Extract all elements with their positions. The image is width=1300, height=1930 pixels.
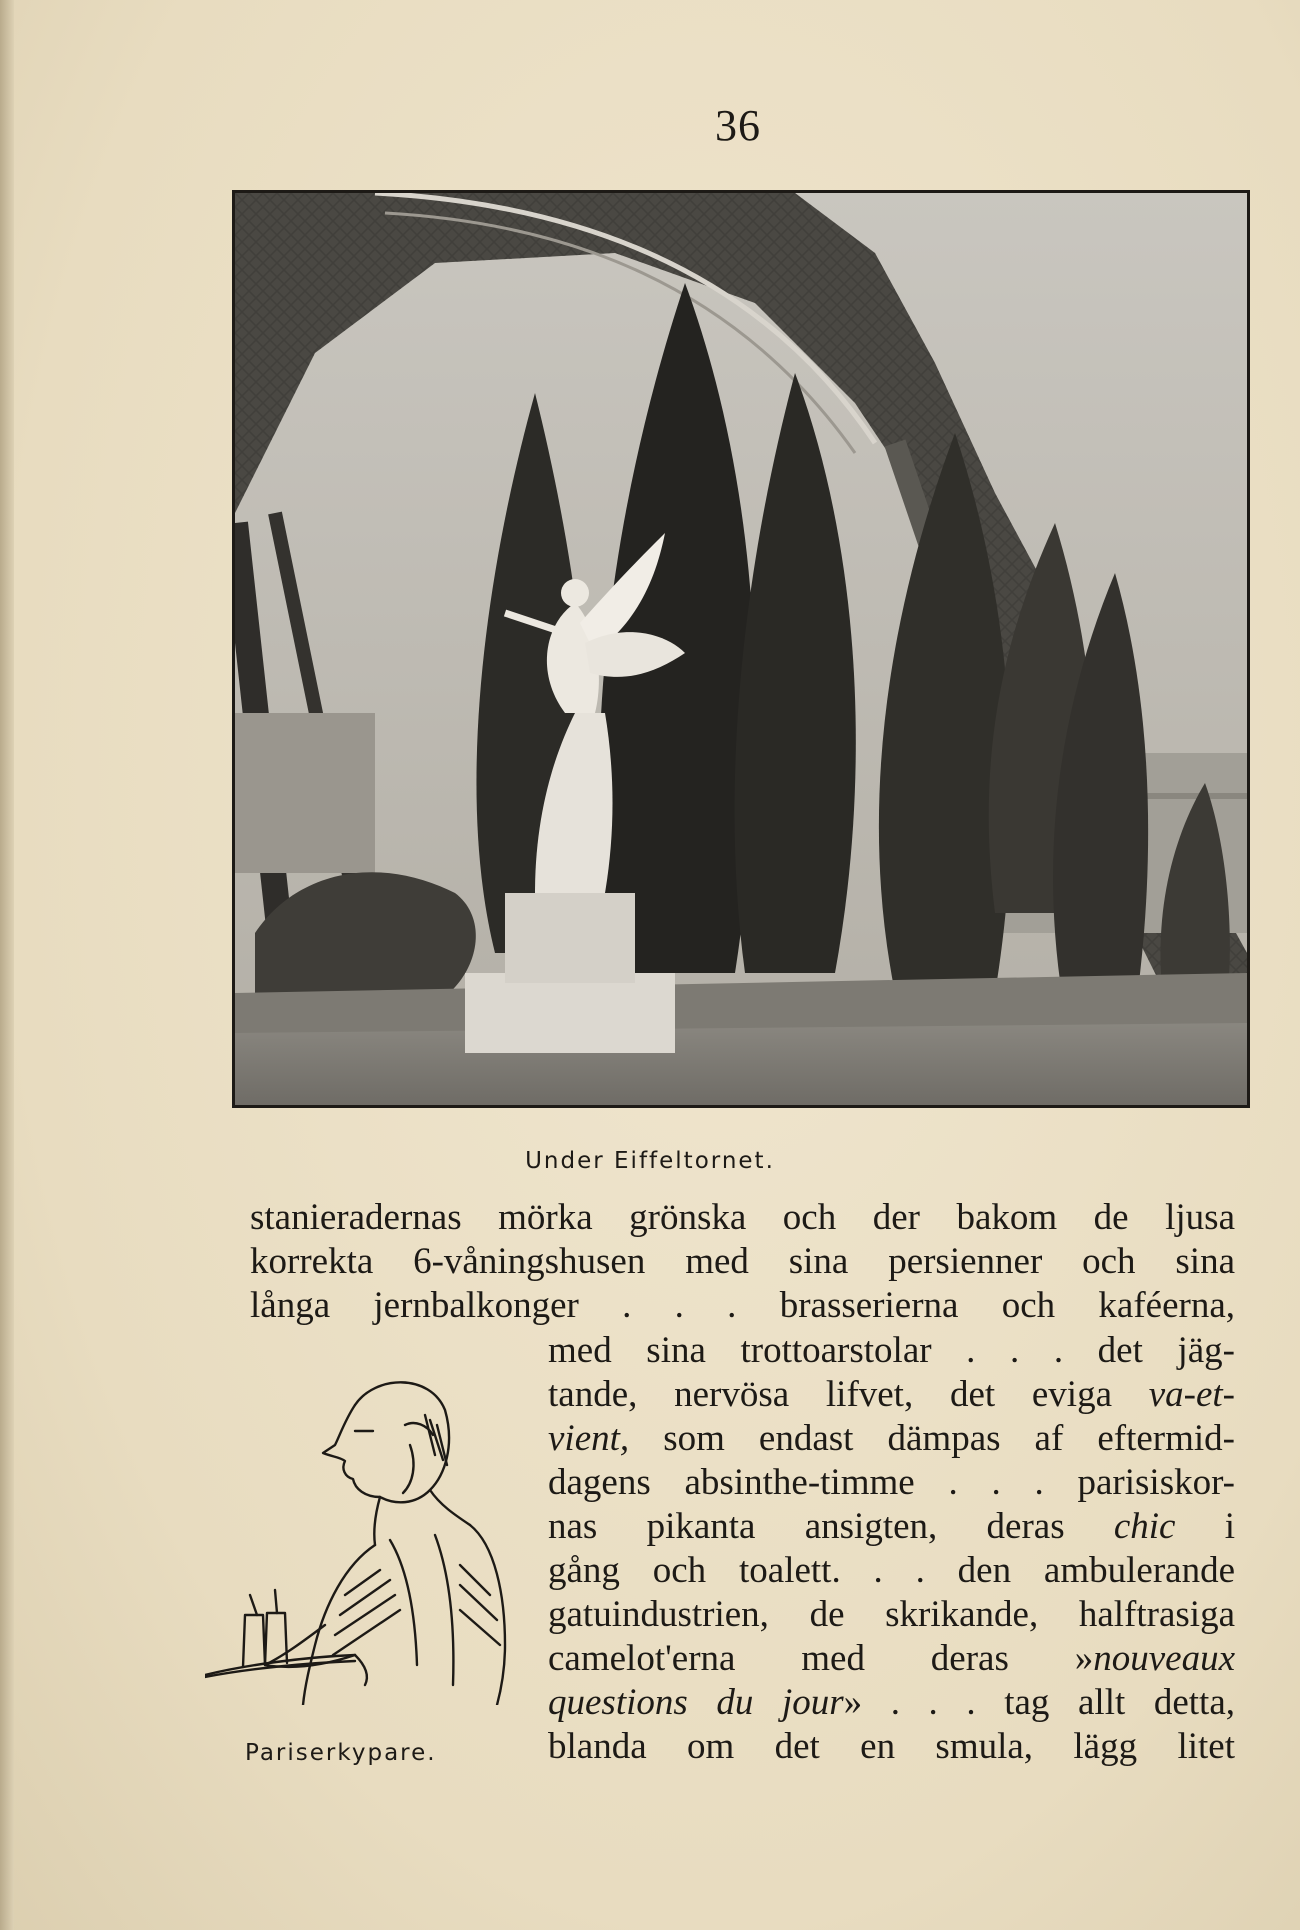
text-line: korrekta 6-våningshusen med sina persienner och sina — [250, 1241, 1235, 1282]
text-line: nas pikanta ansigten, deras chic i — [548, 1506, 1235, 1547]
text-line: blanda om det en smula, lägg litet — [548, 1726, 1235, 1767]
text-line: dagens absinthe-timme . . . parisiskor- — [548, 1462, 1235, 1503]
waiter-sketch — [205, 1365, 535, 1705]
text-line: gatuindustrien, de skrikande, halftrasiga — [548, 1594, 1235, 1635]
text-line: tande, nervösa lifvet, det eviga va-et- — [548, 1374, 1235, 1415]
text-line: med sina trottoarstolar . . . det jäg- — [548, 1330, 1235, 1371]
eiffel-tower-photograph — [232, 190, 1250, 1108]
text-line: stanieradernas mörka grönska och der bakom de ljusa — [250, 1197, 1235, 1238]
text-line: gång och toalett. . . den ambulerande — [548, 1550, 1235, 1591]
waiter-caption: Pariserkypare. — [245, 1740, 437, 1766]
page-binding-edge — [0, 0, 14, 1930]
text-line: camelot'erna med deras »nouveaux — [548, 1638, 1235, 1679]
eiffel-tower-garden-image — [235, 193, 1247, 1105]
illustration-caption: Under Eiffeltornet. — [525, 1148, 775, 1174]
page-number: 36 — [715, 101, 761, 150]
text-line: vient, som endast dämpas af eftermid- — [548, 1418, 1235, 1459]
text-line: långa jernbalkonger . . . brasserierna och kaféerna, — [250, 1285, 1235, 1326]
text-line: questions du jour» . . . tag allt detta, — [548, 1682, 1235, 1723]
